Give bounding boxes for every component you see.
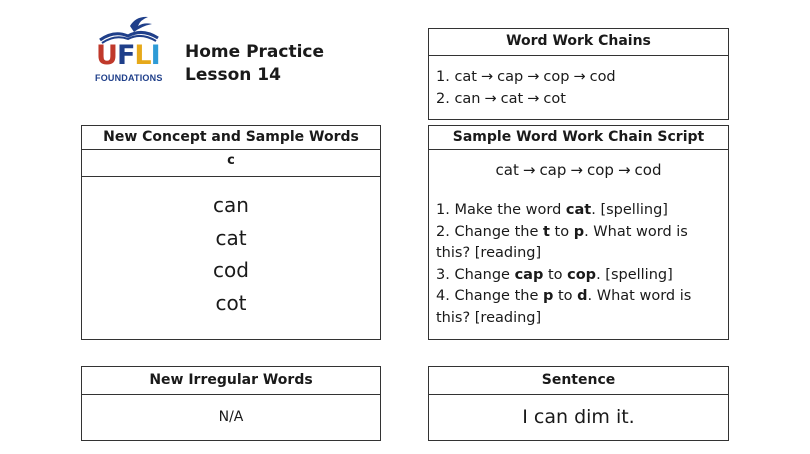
logo-subtitle: FOUNDATIONS — [95, 73, 163, 83]
irregular-words-value: N/A — [218, 409, 244, 425]
script-steps — [429, 194, 728, 329]
title-home-practice: Home Practice — [185, 42, 325, 62]
title-lesson: Lesson 14 — [185, 65, 281, 85]
chain-script-title: Sample Word Work Chain Script — [429, 126, 728, 150]
word-work-chains-title: Word Work Chains — [429, 29, 728, 56]
sample-word: cod — [213, 258, 249, 282]
chain-item: 2. can → cat → cot — [436, 91, 566, 107]
sample-word: cat — [215, 225, 247, 250]
script-step: 3. Change cap to cop. [spelling] — [436, 266, 673, 283]
script-step: 2. Change the t to p. What word is this? [reading] — [436, 223, 688, 261]
page-title — [185, 41, 324, 87]
sample-word: cot — [215, 290, 247, 315]
word-work-chains-box — [428, 28, 729, 120]
sentence-value: I can dim it. — [522, 406, 635, 428]
script-step: 1. Make the word cat. [spelling] — [436, 202, 668, 218]
chain-list — [429, 56, 728, 110]
logo-wordmark: UFLI — [96, 40, 160, 71]
script-chain: cat → cap → cop → cod — [495, 161, 662, 179]
irregular-words-box — [81, 366, 381, 441]
sentence-box — [428, 366, 729, 441]
new-concept-box — [81, 125, 381, 340]
chain-item: 1. cat → cap → cop → cod — [436, 69, 616, 85]
sample-words-list — [82, 177, 380, 319]
sentence-title: Sentence — [429, 367, 728, 395]
sample-word: can — [213, 193, 249, 217]
new-concept-title: New Concept and Sample Words — [82, 126, 380, 150]
chain-script-box — [428, 125, 729, 340]
ufli-logo — [92, 14, 164, 88]
concept-grapheme: c — [82, 150, 380, 177]
script-step: 4. Change the p to d. What word is this? [reading] — [436, 288, 692, 326]
irregular-words-title: New Irregular Words — [82, 367, 380, 395]
